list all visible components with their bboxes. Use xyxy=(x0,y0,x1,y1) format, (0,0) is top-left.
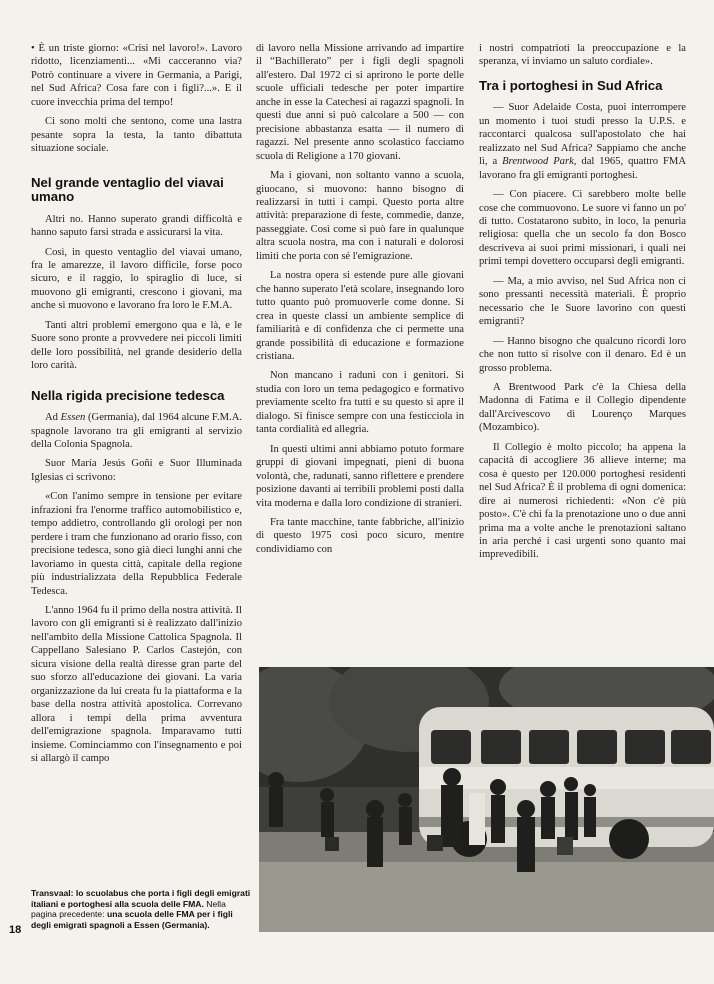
paragraph: — Con piacere. Ci sarebbero molte belle cose che commuovono. Le suore vi fanno un po' di tutto. Costatarono subito, in loco, la penuria religiosa: quella che un secolo fa don Bosco descriveva ai suoi primi missionari, i quali nei primi tempi dovettero occuparsi degli emigranti. xyxy=(479,189,686,268)
paragraph: Non mancano i raduni con i genitori. Si studia con loro un tema pedagogico e formativo previamente scelto fra tutti e su questo si apre il dialogo. Si finisce sempre con una festicciola in tanta cordialità ed allegria. xyxy=(256,370,464,436)
paragraph: A Brentwood Park c'è la Chiesa della Madonna di Fatima e il Collegio dipendente dall'Arcivescovo di Lourenço Marques (Mozambico). xyxy=(479,382,686,434)
paragraph: — Hanno bisogno che qualcuno ricordi loro che non tutto si risolve con il denaro. Ed è un grosso problema. xyxy=(479,335,686,374)
paragraph: — Ma, a mio avviso, nel Sud Africa non ci sono pressanti necessità materiali. È proprio necessario che le Suore lavorino con questi emigranti? xyxy=(479,275,686,328)
paragraph: Ad Essen (Germania), dal 1964 alcune F.M.A. spagnole lavorano tra gli emigranti al servizio della Colonia Spagnola. xyxy=(31,412,242,451)
place-name: Essen xyxy=(60,412,86,424)
paragraph: Altri no. Hanno superato grandi difficoltà e hanno saputo farsi strada e assicurarsi la vita. xyxy=(31,213,242,239)
paragraph: di lavoro nella Missione arrivando ad impartire il “Bachillerato” per i figli degli spagnoli all'estero. Dal 1972 ci si aprirono le porte delle scuole ufficiali tedesche per poter impartire anche in esse la Catechesi ai ragazzi spagnoli. In questi due anni si può calcolare a 500 — con precisione abbastanza esatta — il numero di ragazzi. Nel presente anno scolastico facciamo scuola di Religione a 170 giovani. xyxy=(256,43,464,162)
paragraph: — Suor Adelaide Costa, puoi interrompere un momento i tuoi studi presso la U.P.S. e raccontarci qualcosa sull'apostolato che hai realizzato nel Sud Africa? Sappiamo che anche lì, a Brentwood Park, dal 1965, quattro FMA lavorano fra gli emigranti portoghesi. xyxy=(479,102,686,181)
page-number: 18 xyxy=(9,924,22,936)
paragraph: Tanti altri problemi emergono qua e là, e le Suore sono pronte a provvedere nei piccoli limiti delle loro possibilità, nel grande desiderio della loro carità. xyxy=(31,319,242,372)
column-2 xyxy=(256,42,464,562)
paragraph: i nostri compatrioti la preoccupazione e la speranza, vi inviamo un saluto cordiale». xyxy=(479,43,686,68)
paragraph: Fra tante macchine, tante fabbriche, all'inizio di questo 1975 così poco sicuro, mentre condividiamo con xyxy=(256,516,464,555)
column-1 xyxy=(31,42,242,771)
paragraph: L'anno 1964 fu il primo della nostra attività. Il lavoro con gli emigranti si è realizzato dall'inizio nell'ambito della Missione Cattolica Spagnola. Il Cappellano Salesiano P. Carlos Castejón, con sicura visione della realtà diresse gran parte del suo sforzo all'educazione dei giovani. La varia organizzazione da lui creata fu la piattaforma e la base della nostra attività apostolica. Correvano allora i tempi della prima avventura dell'emigrazione spagnola. Imparavamo tutti insieme. Cominciammo con l'insegnamento e poi si allargò il campo xyxy=(31,605,242,764)
paragraph: Così, in questo ventaglio del viavai umano, fra le amarezze, il lavoro difficile, forse poco sicuro, e il raggio, lo spiraglio di luce, si muovono gli emigranti, crescono i giovani, ma anche si muovono e lavorano fra loro le F.M.A. xyxy=(31,246,242,312)
section-heading: Nel grande ventaglio del viavai umano xyxy=(31,174,224,205)
paragraph: • È un triste giorno: «Crisi nel lavoro!». Lavoro ridotto, licenziamenti... «Mi cacceranno via? Potrò continuare a vivere in Germania, a Parigi, nel Sud Africa? Cosa fare con i figli?...». E il cuore invecchia prima del tempo! xyxy=(31,43,242,108)
paragraph: Ci sono molti che sentono, come una lastra pesante sopra la testa, la tanto dibattuta situazione sociale. xyxy=(31,116,242,155)
paragraph: In questi ultimi anni abbiamo potuto formare gruppi di giovani impegnati, pieni di buona volontà, che, radunati, sanno riflettere e prendere posizione davanti ai terribili problemi posti dalla vita moderna e dalla loro condizione di stranieri. xyxy=(256,443,464,509)
paragraph: «Con l'animo sempre in tensione per evitare infrazioni fra l'enorme traffico automobilistico e, tempo addietro, controllando gli orologi per non perdere i tram che funzionano ad orario fisso, con precisione tedesca, sono già dieci lunghi anni che lavoriamo in questa città, capitale della regione più industrializzata della Repubblica Federale Tedesca. xyxy=(31,491,242,597)
paragraph: Il Collegio è molto piccolo; ha appena la capacità di accogliere 36 allieve interne; ma cosa è questo per 120.000 portoghesi residenti nel Sud Africa? È il problema di ogni domenica: dire ai numerosi richiedenti: «Non c'è più posto». C'è chi fa la prenotazione uno o due anni prima ma a volte anche le prenotazioni saltano in aria perché i casi urgenti sono quanto mai imprevedibili. xyxy=(479,441,686,561)
column-3 xyxy=(479,42,686,568)
section-heading: Tra i portoghesi in Sud Africa xyxy=(479,77,663,93)
photo-caption: Transvaal: lo scuolabus che porta i figli degli emigrati italiani e portoghesi alla scuola delle FMA. Nella pagina precedente: una scuola delle FMA per i figli degli emigrati spagnoli a Essen (Germania). xyxy=(31,888,251,930)
paragraph: La nostra opera si estende pure alle giovani che hanno superato l'età scolare, insegnando loro tutto quanto può promuoverle come donne. Si crea in queste classi un ambiente semplice di familiarità e di confidenza che ci permette una grande possibilità di educazione e formazione cristiana. xyxy=(256,270,464,362)
paragraph: Ma i giovani, non soltanto vanno a scuola, giuocano, si muovono: hanno bisogno di realizzarsi in tutti i campi. Questo porta altre attività: preparazione di feste, commedie, danze, passeggiate. Così come si può fare in qualunque altra scuola nostra, ma con i naturali e dolorosi limiti che porta con sé l'emigrazione. xyxy=(256,170,464,262)
place-name: Brentwood Park xyxy=(502,156,574,168)
section-heading: Nella rigida precisione tedesca xyxy=(31,387,225,403)
photo-schoolbus xyxy=(259,667,714,932)
paragraph: Suor María Jesús Goñi e Suor Illuminada Iglesias ci scrivono: xyxy=(31,458,242,483)
